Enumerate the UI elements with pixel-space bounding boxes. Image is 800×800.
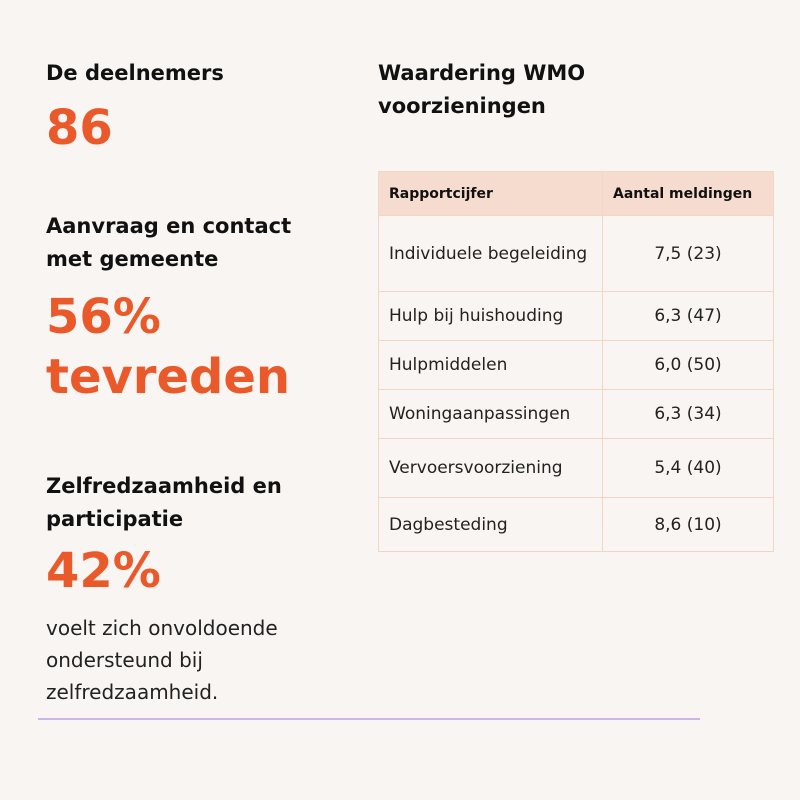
row-label: Hulp bij huishouding bbox=[379, 292, 603, 341]
row-value: 6,3 (47) bbox=[603, 292, 774, 341]
row-value: 6,0 (50) bbox=[603, 341, 774, 390]
contact-heading: Aanvraag en contact met gemeente bbox=[46, 214, 292, 271]
row-value: 5,4 (40) bbox=[603, 439, 774, 498]
wmo-table bbox=[378, 171, 774, 552]
selfreliance-description: voelt zich onvoldoende ondersteund bij zelfredzaamheid. bbox=[46, 616, 278, 704]
header-rapportcijfer: Rapportcijfer bbox=[379, 172, 603, 216]
row-label: Hulpmiddelen bbox=[379, 341, 603, 390]
divider-line bbox=[38, 718, 700, 720]
row-label: Individuele begeleiding bbox=[379, 216, 603, 292]
row-label: Woningaanpassingen bbox=[379, 390, 603, 439]
table-title: Waardering WMO voorzieningen bbox=[378, 61, 586, 118]
row-label: Vervoersvoorziening bbox=[379, 439, 603, 498]
row-value: 8,6 (10) bbox=[603, 498, 774, 552]
table-row bbox=[379, 390, 774, 439]
contact-value: 56% tevreden bbox=[46, 289, 291, 405]
row-value: 7,5 (23) bbox=[603, 216, 774, 292]
table-row bbox=[379, 216, 774, 292]
table-header-row bbox=[379, 172, 774, 216]
selfreliance-heading: Zelfredzaamheid en participatie bbox=[46, 474, 282, 531]
selfreliance-value: 42% bbox=[46, 543, 161, 599]
header-aantal-meldingen: Aantal meldingen bbox=[603, 172, 774, 216]
row-value: 6,3 (34) bbox=[603, 390, 774, 439]
table-row bbox=[379, 292, 774, 341]
participants-value: 86 bbox=[46, 100, 113, 156]
table-row bbox=[379, 341, 774, 390]
table-row bbox=[379, 498, 774, 552]
table-row bbox=[379, 439, 774, 498]
participants-heading: De deelnemers bbox=[46, 61, 224, 85]
row-label: Dagbesteding bbox=[379, 498, 603, 552]
